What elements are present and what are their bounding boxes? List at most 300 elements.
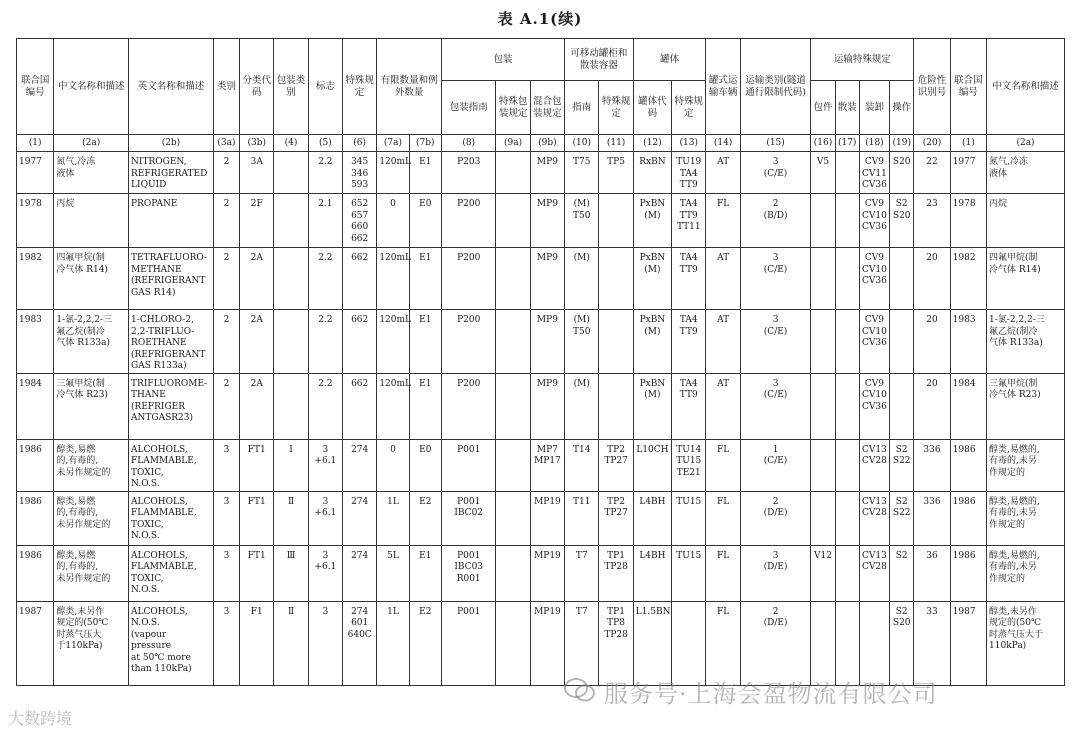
cell-line: R001 — [456, 573, 481, 584]
cell-line: TRIFLUOROME- — [131, 378, 208, 389]
cell-c15 — [740, 439, 811, 491]
cell-c2a — [54, 545, 129, 601]
cell-line: 的,有毒的, — [56, 456, 99, 466]
cell-c19 — [890, 439, 914, 491]
header-labels: 标志 — [308, 39, 342, 135]
cell-c18 — [859, 545, 889, 601]
cell-line: 1-氯-2,2,2-三 — [989, 315, 1045, 325]
cell-c11 — [599, 194, 633, 248]
cell-line: PxBN — [639, 315, 666, 325]
cell-line: 2,2-TRIFLUO- — [131, 326, 195, 337]
header-pt-special: 特殊规定 — [599, 81, 633, 135]
cell-line: 醇类,易燃的, — [989, 444, 1040, 455]
cell-c3a: 3 — [213, 439, 239, 491]
cell-line: 662 — [351, 253, 369, 263]
cell-c17 — [835, 194, 859, 248]
cell-c2a — [54, 194, 129, 248]
cell-c2b — [129, 373, 214, 439]
table-row — [17, 491, 1065, 545]
cell-line: 醇类,易燃的, — [989, 550, 1040, 561]
cell-line: 274 — [351, 496, 369, 507]
cell-c20: 20 — [914, 310, 950, 374]
cell-c8 — [441, 439, 496, 491]
cell-c4 — [274, 194, 308, 248]
cell-line: S22 — [892, 456, 911, 466]
cell-c6 — [343, 439, 377, 491]
cell-line: METHANE — [131, 264, 182, 275]
cell-c16: V5 — [811, 152, 835, 194]
cell-line: TU19 — [676, 157, 702, 167]
cell-c13 — [672, 439, 706, 491]
cell-c5 — [308, 310, 342, 374]
cell-line: 662 — [351, 315, 369, 325]
cell-c13 — [672, 491, 706, 545]
cell-line: 冷气体 R14) — [56, 264, 108, 275]
cell-c2b — [129, 491, 214, 545]
cell-c7b: E2 — [409, 491, 441, 545]
cell-c2ab — [987, 491, 1065, 545]
cell-c2b — [129, 248, 214, 310]
header-class-code: 分类代码 — [240, 39, 274, 135]
cell-line: TOXIC, — [131, 519, 164, 530]
cell-line: IBC02 — [454, 508, 484, 518]
column-number: (15) — [740, 135, 811, 152]
cell-line: TT9 — [679, 264, 698, 275]
cell-c15 — [740, 310, 811, 374]
cell-c3b: 2A — [240, 248, 274, 310]
cell-line: TU15 — [676, 550, 702, 561]
cell-line: TP1 — [607, 550, 625, 561]
cell-c14: FL — [706, 545, 740, 601]
cell-line: 662 — [351, 233, 369, 244]
cell-c7a: 120mL — [377, 373, 409, 439]
cell-line: (M) — [573, 253, 590, 263]
cell-line: (vapour — [131, 629, 167, 640]
column-number: (14) — [706, 135, 740, 152]
column-number: (3b) — [240, 135, 274, 152]
cell-line: 醇类,未另作 — [989, 606, 1037, 617]
column-number-row — [17, 135, 1065, 152]
cell-c3a: 3 — [213, 491, 239, 545]
cell-c20: 336 — [914, 491, 950, 545]
cell-c10 — [565, 439, 599, 491]
table-row — [17, 310, 1065, 374]
cell-line: NITROGEN, — [131, 157, 187, 167]
cell-c1b: 1986 — [950, 491, 986, 545]
cell-c9a — [496, 310, 530, 374]
cell-c15 — [740, 152, 811, 194]
cell-c1b: 1987 — [950, 601, 986, 685]
cell-c9b — [530, 310, 564, 374]
cell-line: (M) — [573, 315, 590, 325]
cell-c6 — [343, 194, 377, 248]
cell-line: 3 — [322, 550, 329, 561]
cell-c9a — [496, 373, 530, 439]
header-pack-group: 包装类别 — [274, 39, 308, 135]
cell-line: 3 — [772, 550, 779, 561]
cell-c9a — [496, 601, 530, 685]
cell-line: P203 — [457, 157, 481, 167]
cell-c9b — [530, 601, 564, 685]
cell-line: TP28 — [604, 629, 628, 640]
cell-c3a: 3 — [213, 545, 239, 601]
cell-c17 — [835, 373, 859, 439]
table-row — [17, 373, 1065, 439]
header-special-pack: 特殊包装规定 — [496, 81, 530, 135]
cell-line: TT9 — [679, 210, 698, 221]
cell-line: TOXIC, — [131, 467, 164, 478]
header-special-prov: 特殊规定 — [343, 39, 377, 135]
cell-c9b — [530, 491, 564, 545]
cell-c1b: 1978 — [950, 194, 986, 248]
column-number: (7a) — [377, 135, 409, 152]
header-mixed-pack: 混合包装规定 — [530, 81, 564, 135]
wechat-icon — [563, 676, 597, 704]
cell-c11 — [599, 373, 633, 439]
cell-line: TU15 — [676, 456, 702, 466]
cell-line: P200 — [457, 315, 481, 325]
cell-c9b — [530, 152, 564, 194]
cell-c13 — [672, 152, 706, 194]
cell-c9a — [496, 152, 530, 194]
cell-line: CV13 — [862, 444, 887, 455]
cell-c19 — [890, 373, 914, 439]
cell-c4 — [274, 373, 308, 439]
cell-line: MP9 — [536, 315, 558, 325]
column-number: (9a) — [496, 135, 530, 152]
cell-c16 — [811, 310, 835, 374]
cell-c12 — [633, 373, 671, 439]
cell-c11 — [599, 491, 633, 545]
cell-c1: 1986 — [17, 491, 54, 545]
column-number: (18) — [859, 135, 889, 152]
table-row — [17, 601, 1065, 685]
cell-line: N.O.S. — [131, 531, 160, 541]
cell-c7a: 120mL — [377, 152, 409, 194]
cell-c7a: 120mL — [377, 248, 409, 310]
cell-c20: 20 — [914, 248, 950, 310]
header-en-name: 英文名称和描述 — [129, 39, 214, 135]
cell-c2b — [129, 601, 214, 685]
cell-line: 2.2 — [318, 315, 333, 325]
cell-c4: Ⅱ — [274, 601, 308, 685]
cell-c9b — [530, 373, 564, 439]
cell-line: ANTGASR23) — [131, 413, 194, 423]
cell-c14: AT — [706, 248, 740, 310]
cell-line: MP9 — [536, 199, 558, 209]
cell-line: (M) — [573, 378, 590, 389]
cell-c20: 33 — [914, 601, 950, 685]
column-number: (10) — [565, 135, 599, 152]
cell-line: TU15 — [676, 496, 702, 507]
cell-c16 — [811, 194, 835, 248]
cell-line: CV36 — [862, 222, 887, 232]
cell-c3b: 2F — [240, 194, 274, 248]
cell-c17 — [835, 491, 859, 545]
cell-line: (REFRIGER — [131, 401, 186, 412]
cell-line: 3 — [322, 444, 329, 455]
header-packaging: 包装 — [441, 39, 564, 81]
cell-line: TT9 — [679, 180, 698, 190]
cell-c15 — [740, 601, 811, 685]
cell-line: T14 — [573, 444, 591, 455]
cell-line: CV28 — [862, 456, 887, 466]
cell-line: CV36 — [862, 276, 887, 286]
cell-c1b: 1984 — [950, 373, 986, 439]
cell-c7b: E1 — [409, 373, 441, 439]
cell-line: 652 — [351, 199, 369, 209]
cell-c1b: 1982 — [950, 248, 986, 310]
cell-c6 — [343, 491, 377, 545]
cell-line: CV9 — [864, 157, 885, 167]
cell-c14: FL — [706, 439, 740, 491]
cell-line: CV13 — [862, 496, 887, 507]
cell-line: +6.1 — [314, 456, 337, 466]
cell-c11 — [599, 545, 633, 601]
header-pt-instr: 指南 — [565, 81, 599, 135]
cell-line: TU14 — [676, 444, 702, 455]
cell-line: MP9 — [536, 253, 558, 263]
cell-c1: 1983 — [17, 310, 54, 374]
cell-c8 — [441, 152, 496, 194]
column-number: (4) — [274, 135, 308, 152]
cell-c11 — [599, 310, 633, 374]
cell-c18 — [859, 439, 889, 491]
cell-c2a — [54, 601, 129, 685]
cell-line: PxBN — [639, 253, 666, 263]
cell-c19 — [890, 545, 914, 601]
cell-c9b — [530, 545, 564, 601]
cell-line: S2 — [895, 444, 908, 455]
cell-line: RxBN — [639, 157, 666, 167]
cell-line: TETRAFLUORO- — [131, 253, 208, 263]
cell-line: P001 — [457, 550, 481, 561]
cell-c9a — [496, 545, 530, 601]
cell-line: ALCOHOLS, — [131, 606, 188, 617]
header-tank-special: 特殊规定 — [672, 81, 706, 135]
cell-c3a: 2 — [213, 373, 239, 439]
cell-c18 — [859, 248, 889, 310]
cell-line: S2 — [895, 496, 908, 507]
cell-line: 丙烷 — [989, 199, 1008, 209]
cell-c2b — [129, 152, 214, 194]
cell-line: L1.5BN — [635, 606, 671, 617]
cell-c16 — [811, 373, 835, 439]
cell-c12 — [633, 152, 671, 194]
cell-line: FLAMMABLE, — [131, 456, 197, 466]
cell-c1: 1978 — [17, 194, 54, 248]
cell-c15 — [740, 248, 811, 310]
cell-line: 时蒸气压大 — [56, 629, 102, 640]
cell-c7a: 0 — [377, 439, 409, 491]
cell-c9b — [530, 248, 564, 310]
cell-c4 — [274, 152, 308, 194]
column-number: (1) — [17, 135, 54, 152]
cell-c2ab — [987, 194, 1065, 248]
cell-line: CV9 — [864, 378, 885, 389]
cell-c2a — [54, 373, 129, 439]
cell-c8 — [441, 310, 496, 374]
cell-c3b: 2A — [240, 310, 274, 374]
cell-line: TA4 — [679, 253, 698, 263]
header-transport-cat: 运输类别(隧道通行限制代码) — [740, 39, 811, 135]
cell-line: (C/E) — [763, 456, 788, 466]
cell-c10 — [565, 310, 599, 374]
cell-line: 冷气体 R23) — [56, 390, 108, 400]
cell-c18 — [859, 373, 889, 439]
watermark-text: 服务号·上海会盈物流有限公司 — [604, 680, 938, 708]
cell-line: 662 — [351, 378, 369, 389]
cell-line: REFRIGERATED — [131, 168, 208, 179]
cell-c8 — [441, 373, 496, 439]
cell-line: 醇类,未另作 — [56, 606, 105, 617]
cell-c16 — [811, 439, 835, 491]
column-number: (8) — [441, 135, 496, 152]
cell-line: TP2 — [607, 444, 625, 455]
header-packages: 包件 — [811, 81, 835, 135]
cell-c5 — [308, 373, 342, 439]
cell-line: 冷气体 R23) — [989, 390, 1041, 400]
cell-line: TE21 — [676, 467, 701, 478]
cell-c8 — [441, 601, 496, 685]
header-zh-name: 中文名称和描述 — [54, 39, 129, 135]
cell-c7a: 1L — [377, 601, 409, 685]
cell-line: P001 — [457, 444, 481, 455]
cell-c7b: E0 — [409, 439, 441, 491]
cell-c11 — [599, 152, 633, 194]
cell-line: 未另作规定的 — [56, 573, 111, 584]
cell-line: 110kPa) — [989, 641, 1027, 651]
cell-line: CV36 — [862, 338, 887, 348]
cell-line: 274 — [351, 550, 369, 561]
cell-line: 1-氯-2,2,2-三 — [56, 315, 113, 325]
cell-c15 — [740, 373, 811, 439]
cell-c10 — [565, 601, 599, 685]
cell-c6 — [343, 601, 377, 685]
cell-c3b: FT1 — [240, 491, 274, 545]
cell-c9a — [496, 439, 530, 491]
cell-line: 作规定的 — [989, 519, 1026, 530]
cell-c14: FL — [706, 491, 740, 545]
cell-c17 — [835, 310, 859, 374]
column-number: (17) — [835, 135, 859, 152]
cell-line: 冷气体 R14) — [989, 264, 1041, 275]
cell-c9a — [496, 194, 530, 248]
cell-line: (C/E) — [763, 390, 788, 400]
cell-c5 — [308, 601, 342, 685]
cell-c3b: F1 — [240, 601, 274, 685]
cell-c18 — [859, 310, 889, 374]
cell-c19 — [890, 152, 914, 194]
cell-line: 液体 — [56, 168, 75, 179]
cell-c8 — [441, 248, 496, 310]
cell-line: TP1 — [607, 606, 625, 617]
cell-line: CV10 — [862, 390, 887, 400]
cell-line: ALCOHOLS, — [131, 496, 188, 507]
cell-line: (REFRIGERANT — [131, 349, 206, 360]
column-number: (20) — [914, 135, 950, 152]
cell-line: 2.2 — [318, 378, 333, 389]
cell-c1b: 1983 — [950, 310, 986, 374]
cell-line: 的,有毒的, — [56, 508, 99, 518]
column-number: (2b) — [129, 135, 214, 152]
cell-c14: FL — [706, 601, 740, 685]
cell-c13 — [672, 545, 706, 601]
cell-line: 1-CHLORO-2, — [131, 315, 195, 325]
cell-line: TP5 — [607, 157, 625, 167]
cell-c2b — [129, 439, 214, 491]
cell-line: +6.1 — [314, 562, 337, 572]
cell-line: P200 — [457, 378, 481, 389]
cell-c7b: E1 — [409, 310, 441, 374]
column-number: (9b) — [530, 135, 564, 152]
cell-line: GAS R133a) — [131, 361, 187, 371]
cell-line: 气体 R133a) — [56, 338, 111, 348]
cell-c3a: 2 — [213, 152, 239, 194]
cell-c20: 22 — [914, 152, 950, 194]
cell-c2ab — [987, 248, 1065, 310]
cell-c13 — [672, 248, 706, 310]
cell-line: S22 — [892, 508, 911, 518]
cell-c3a: 2 — [213, 248, 239, 310]
cell-c13 — [672, 601, 706, 685]
cell-line: 作规定的 — [989, 573, 1026, 584]
cell-c3b: 2A — [240, 373, 274, 439]
cell-c11 — [599, 439, 633, 491]
column-number: (19) — [890, 135, 914, 152]
cell-c7b: E0 — [409, 194, 441, 248]
cell-line: CV36 — [862, 180, 887, 190]
cell-line: P001 — [457, 606, 481, 617]
cell-c3b: 3A — [240, 152, 274, 194]
cell-line: 未另作规定的 — [56, 519, 111, 530]
cell-c20: 336 — [914, 439, 950, 491]
cell-c3a: 2 — [213, 194, 239, 248]
cell-line: 有毒的,未另 — [989, 456, 1037, 466]
cell-c17 — [835, 601, 859, 685]
cell-line: 丙烷 — [56, 199, 75, 209]
cell-c17 — [835, 248, 859, 310]
cell-c2a — [54, 310, 129, 374]
cell-c3b: FT1 — [240, 545, 274, 601]
cell-line: TT9 — [679, 326, 698, 337]
cell-c15 — [740, 491, 811, 545]
header-vehicle: 罐式运输车辆 — [706, 39, 740, 135]
cell-line: CV10 — [862, 210, 887, 221]
cell-line: 2 — [772, 496, 779, 507]
cell-c3b: FT1 — [240, 439, 274, 491]
cell-line: 作规定的 — [989, 467, 1026, 478]
cell-c7a: 120mL — [377, 310, 409, 374]
column-number: (3a) — [213, 135, 239, 152]
cell-c1: 1977 — [17, 152, 54, 194]
cell-line: S2 — [895, 606, 908, 617]
cell-line: T7 — [575, 550, 588, 561]
cell-c1: 1984 — [17, 373, 54, 439]
cell-line: MP7 — [536, 444, 558, 455]
cell-c7a: 0 — [377, 194, 409, 248]
cell-c16: V12 — [811, 545, 835, 601]
table-row — [17, 152, 1065, 194]
cell-c12 — [633, 310, 671, 374]
header-packing-instr: 包装指南 — [441, 81, 496, 135]
cell-c12 — [633, 439, 671, 491]
cell-line: 醇类,易燃 — [56, 444, 96, 455]
cell-line: TP28 — [604, 562, 628, 572]
cell-c7b: E1 — [409, 248, 441, 310]
cell-line: TP27 — [604, 508, 628, 518]
cell-line: 于110kPa) — [56, 641, 103, 651]
